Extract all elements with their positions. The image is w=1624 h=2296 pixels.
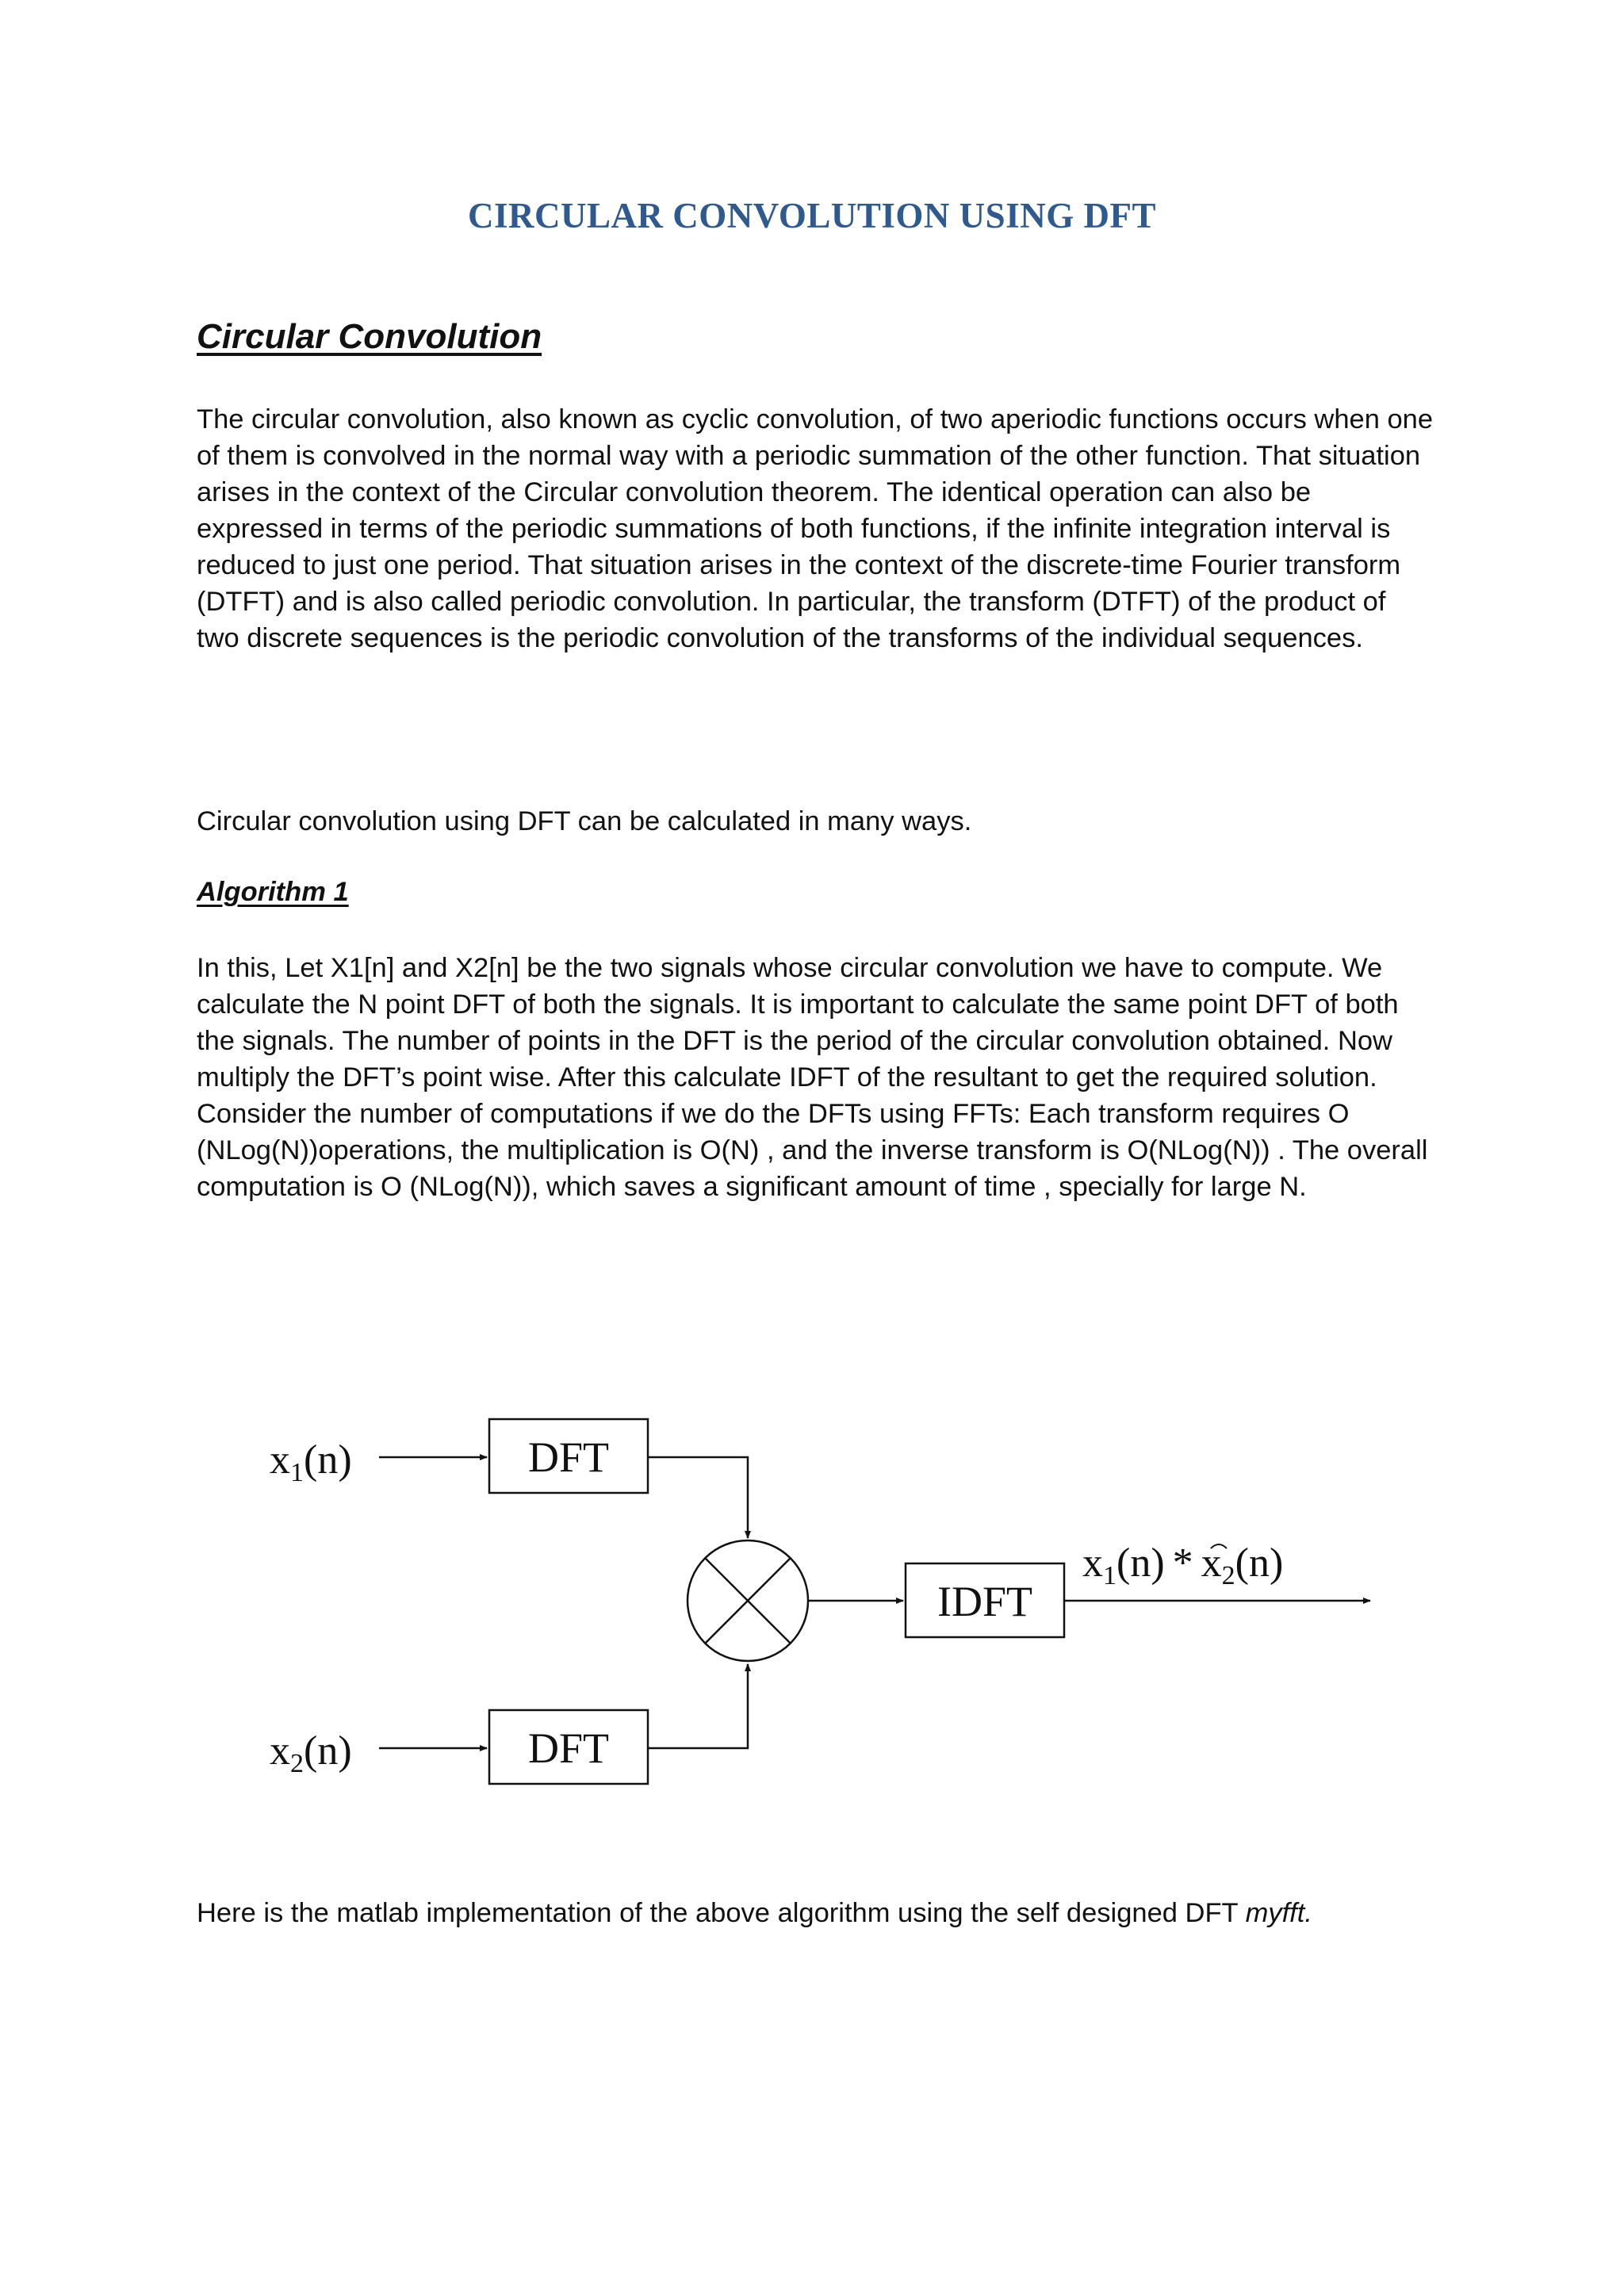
idft-label: IDFT bbox=[937, 1578, 1032, 1625]
algorithm-heading: Algorithm 1 bbox=[197, 877, 349, 907]
output-label: x1(n) * x2(n) bbox=[1082, 1540, 1284, 1590]
dft-bottom-label: DFT bbox=[527, 1724, 610, 1772]
input-x2-label: x2(n) bbox=[270, 1728, 352, 1778]
dft-top-label: DFT bbox=[527, 1433, 610, 1481]
intro-paragraph: The circular convolution, also known as cyclic convolution, of two aperiodic functions occurs when one of them is convolved in the normal way with a periodic summation of the other function. That situation arises in the context of the Circular convolution theorem. The identical operation can also be expressed in terms of the periodic summations of both functions, if the infinite integration interval is reduced to just one period. That situation arises in the context of the discrete-time Fourier transform (DTFT) and is also called periodic convolution. In particular, the transform (DTFT) of the product of two discrete sequences is the periodic convolution of the transforms of the individual sequences. bbox=[197, 404, 1434, 653]
input-x1-label: x1(n) bbox=[270, 1437, 352, 1487]
section-heading: Circular Convolution bbox=[197, 317, 542, 356]
ways-sentence: Circular convolution using DFT can be calculated in many ways. bbox=[197, 806, 972, 836]
algorithm-paragraph: In this, Let X1[n] and X2[n] be the two signals whose circular convolution we have to compute. We calculate the N point DFT of both the signals. It is important to calculate the same point DFT of both the signals. The number of points in the DFT is the period of the circular convolution obtained. Now multiply the DFT’s point wise. After this calculate IDFT of the resultant to get the required solution. Consider the number of computations if we do the DFTs using FFTs: Each transform requires O (NLog(N))operations, the multiplication is O(N) , and the inverse transform is O(NLog(N)) . The overall computation is O (NLog(N)), which saves a significant amount of time , specially for large N. bbox=[197, 953, 1428, 1202]
line-dft-top-to-multiplier bbox=[648, 1457, 748, 1538]
myfft-function-name: myfft. bbox=[1245, 1898, 1312, 1928]
matlab-sentence-text: Here is the matlab implementation of the above algorithm using the self designed DFT bbox=[197, 1898, 1246, 1928]
circular-convolution-block-diagram bbox=[238, 1395, 1396, 1808]
page-title: CIRCULAR CONVOLUTION USING DFT bbox=[468, 196, 1156, 235]
matlab-sentence bbox=[197, 1895, 1434, 1931]
line-dft-bottom-to-multiplier bbox=[648, 1664, 748, 1748]
